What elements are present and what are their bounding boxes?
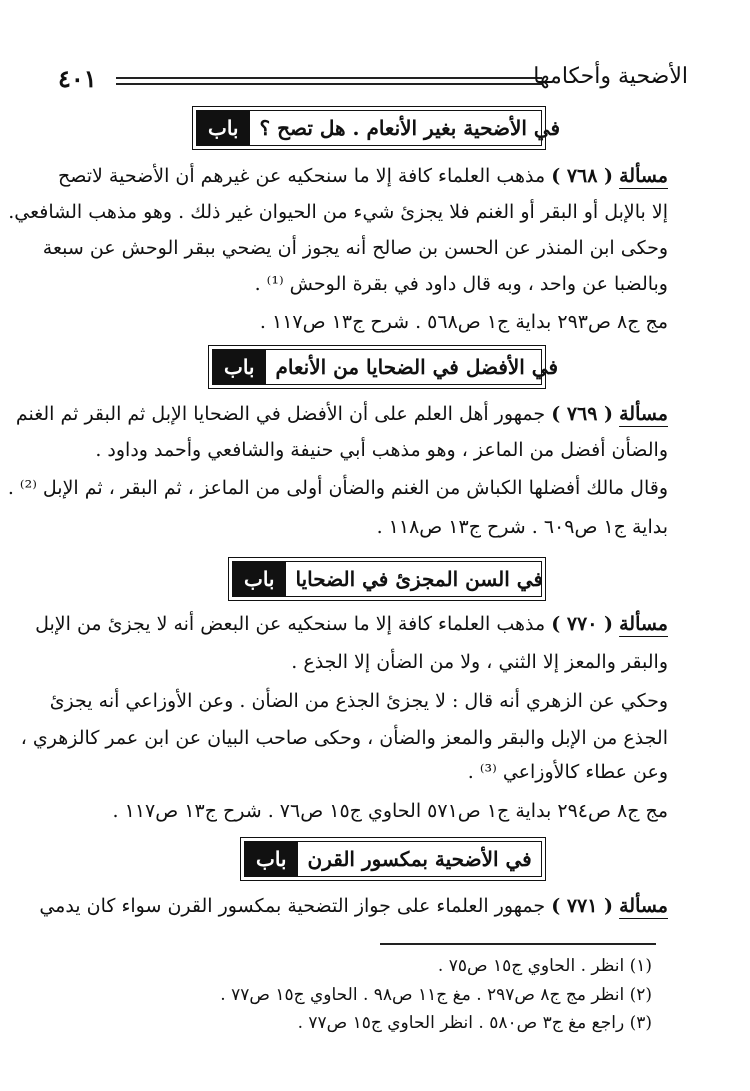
chapter-title: في الأضحية بغير الأنعام . هل تصح ؟ (259, 116, 561, 140)
chapter-heading (232, 561, 542, 597)
line-text: جمهور العلماء على جواز التضحية بمكسور القرن سواء كان يدمي (39, 895, 546, 917)
chapter-heading (212, 349, 559, 385)
text-line: وقال مالك أفضلها الكباش من الغنم والضأن أولى من الماعز ، ثم البقر ، ثم الإبل ⁽²⁾ . (7, 477, 668, 499)
text-line: إلا بالإبل أو البقر أو الغنم فلا يجزئ شيء من الحيوان غير ذلك . وهو مذهب الشافعي. (8, 201, 668, 223)
chapter-label: باب (213, 350, 266, 384)
chapter-label: باب (233, 562, 286, 596)
footnote-rule (380, 943, 656, 945)
text-line: وحكى ابن المنذر عن الحسن بن صالح أنه يجوز أن يضحي ببقر الوحش عن سبعة (42, 237, 668, 259)
reference-line: مج ج٨ ص٢٩٤ بداية ج١ ص٥٧١ الحاوي ج١٥ ص٧٦ . شرح ج١٣ ص١١٧ . (112, 800, 668, 822)
footnote: (٣) راجع مغ ج٣ ص٥٨٠ . انظر الحاوي ج١٥ ص٧٧ . (297, 1013, 652, 1033)
running-title: الأضحية وأحكامها (533, 64, 688, 89)
chapter-heading (244, 841, 542, 877)
header-rule (116, 83, 542, 85)
text-line: والبقر والمعز إلا الثني ، ولا من الضأن إلا الجذع . (291, 651, 668, 673)
line-text: جمهور أهل العلم على أن الأفضل في الضحايا الإبل ثم البقر ثم الغنم (15, 403, 546, 425)
text-line: والضأن أفضل من الماعز ، وهو مذهب أبي حنيفة والشافعي وأحمد وداود . (95, 439, 668, 461)
header-rule (116, 77, 542, 79)
issue-number: ( ٧٦٩ ) (551, 403, 614, 425)
page-number: ٤٠١ (58, 64, 97, 93)
text-line: وحكي عن الزهري أنه قال : لا يجزئ الجذع من الضأن . وعن الأوزاعي أنه يجزئ (49, 690, 668, 712)
chapter-label: باب (245, 842, 298, 876)
text-line (39, 891, 668, 921)
running-header (58, 64, 688, 100)
line-text: مذهب العلماء كافة إلا ما سنحكيه عن غيرهم أن الأضحية لاتصح (58, 165, 546, 187)
chapter-title: في الأضحية بمكسور القرن (307, 847, 532, 871)
issue-number: ( ٧٧١ ) (551, 895, 614, 917)
text-line (58, 161, 668, 191)
chapter-label: باب (197, 111, 250, 145)
chapter-heading (196, 110, 561, 146)
chapter-title: في الأفضل في الضحايا من الأنعام (275, 355, 559, 379)
issue-label: مسألة (619, 165, 668, 187)
text-line: وبالضبا عن واحد ، وبه قال داود في بقرة الوحش ⁽¹⁾ . (254, 273, 668, 295)
chapter-title: في السن المجزئ في الضحايا (295, 567, 543, 591)
issue-number: ( ٧٦٨ ) (551, 165, 614, 187)
issue-label: مسألة (619, 895, 668, 917)
footnote: (٢) انظر مج ج٨ ص٢٩٧ . مغ ج١١ ص٩٨ . الحاوي ج١٥ ص٧٧ . (220, 985, 652, 1005)
text-line (15, 399, 668, 429)
issue-label: مسألة (619, 613, 668, 635)
text-line: الجذع من الإبل والبقر والمعز والضأن ، وحكى صاحب البيان عن ابن عمر كالزهري ، (20, 727, 668, 749)
text-line: وعن عطاء كالأوزاعي ⁽³⁾ . (467, 761, 668, 783)
issue-label: مسألة (619, 403, 668, 425)
reference-line: بداية ج١ ص٦٠٩ . شرح ج١٣ ص١١٨ . (376, 516, 668, 538)
line-text: مذهب العلماء كافة إلا ما سنحكيه عن البعض أنه لا يجزئ من الإبل (35, 613, 546, 635)
reference-line: مج ج٨ ص٢٩٣ بداية ج١ ص٥٦٨ . شرح ج١٣ ص١١٧ . (259, 311, 668, 333)
text-line (35, 609, 668, 639)
footnote: (١) انظر . الحاوي ج١٥ ص٧٥ . (437, 956, 652, 976)
issue-number: ( ٧٧٠ ) (551, 613, 614, 635)
